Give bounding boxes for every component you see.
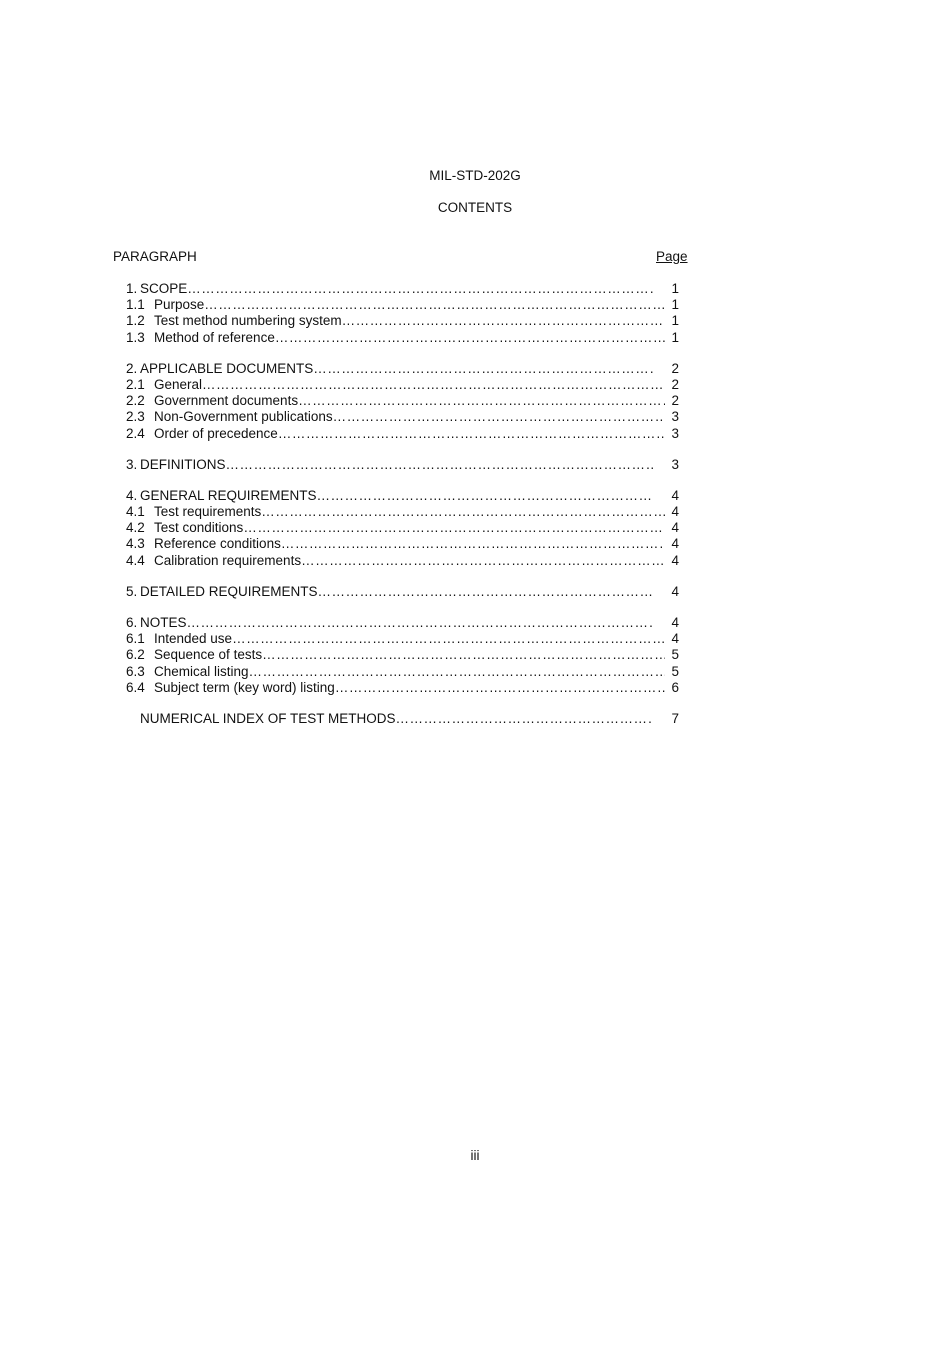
toc-entry[interactable]: [126, 631, 679, 647]
dot-leader: [298, 393, 665, 409]
toc-entry[interactable]: [126, 457, 679, 473]
toc-entry-number: 1.1: [126, 297, 145, 313]
toc-entry-title: DETAILED REQUIREMENTS: [140, 583, 318, 599]
dot-leader: [335, 680, 665, 696]
toc-entry-page: 3: [671, 425, 679, 441]
dot-leader: [281, 536, 665, 552]
toc-entry-title: Method of reference: [154, 329, 275, 345]
toc-entry-page: 1: [671, 313, 679, 329]
dot-leader: [243, 520, 665, 536]
dot-leader: [187, 281, 653, 297]
toc-section-scope: [126, 281, 679, 346]
paragraph-column-label: PARAGRAPH: [113, 249, 197, 264]
toc-section-detailed-requirements: [126, 584, 679, 600]
toc-section-applicable-documents: [126, 361, 679, 442]
toc-entry-number: 4.1: [126, 504, 145, 520]
toc-entry-page: 6: [671, 679, 679, 695]
toc-entry-title: NUMERICAL INDEX OF TEST METHODS: [140, 710, 396, 726]
contents-heading: CONTENTS: [437, 200, 513, 215]
toc-entry-title: Test conditions: [154, 520, 244, 536]
toc-entry-number: 2.2: [126, 393, 145, 409]
dot-leader: [204, 297, 665, 313]
toc-entry-title: Reference conditions: [154, 536, 281, 552]
toc-entry[interactable]: [126, 393, 679, 409]
toc-entry-number: 4.3: [126, 536, 145, 552]
toc-entry[interactable]: [126, 297, 679, 313]
dot-leader: [278, 426, 665, 442]
toc-entry-page: 5: [671, 647, 679, 663]
dot-leader: [313, 361, 653, 377]
table-of-contents: [126, 281, 679, 742]
toc-entry-number: 1.: [126, 281, 138, 296]
toc-entry-title: Sequence of tests: [154, 647, 263, 663]
toc-entry-page: 4: [671, 583, 679, 599]
toc-entry-page: 4: [671, 615, 679, 630]
toc-entry[interactable]: [126, 281, 679, 297]
toc-entry-number: 1.3: [126, 329, 145, 345]
toc-entry-number: 3.: [126, 456, 138, 472]
dot-leader: [396, 711, 653, 727]
toc-entry-title: NOTES: [140, 615, 187, 630]
toc-entry-number: 6.3: [126, 663, 145, 679]
toc-section-definitions: [126, 457, 679, 473]
toc-entry[interactable]: [126, 361, 679, 377]
toc-entry-number: 4.2: [126, 520, 145, 536]
toc-entry[interactable]: [126, 680, 679, 696]
toc-entry-number: 2.: [126, 360, 138, 376]
toc-entry[interactable]: [126, 409, 679, 425]
toc-entry[interactable]: [126, 536, 679, 552]
toc-entry[interactable]: [126, 377, 679, 393]
toc-entry[interactable]: [126, 711, 679, 727]
toc-entry-page: 1: [671, 329, 679, 345]
toc-entry[interactable]: [126, 426, 679, 442]
toc-entry[interactable]: [126, 647, 679, 663]
toc-entry-title: Intended use: [154, 631, 233, 647]
toc-entry-page: 4: [671, 536, 679, 552]
toc-entry-title: SCOPE: [140, 281, 188, 296]
toc-section-notes: [126, 615, 679, 696]
toc-entry-page: 2: [671, 393, 679, 409]
page-number: iii: [470, 1148, 480, 1163]
toc-entry[interactable]: [126, 313, 679, 329]
toc-entry[interactable]: [126, 520, 679, 536]
toc-entry-number: 2.4: [126, 425, 145, 441]
toc-entry-number: 4.4: [126, 552, 145, 568]
toc-entry-title: Chemical listing: [154, 663, 249, 679]
toc-entry-page: 4: [671, 552, 679, 568]
toc-entry[interactable]: [126, 504, 679, 520]
toc-entry[interactable]: [126, 488, 679, 504]
toc-entry-page: 3: [671, 409, 679, 425]
toc-entry-number: 5.: [126, 583, 138, 599]
toc-entry-page: 4: [671, 487, 679, 503]
toc-entry-number: 6.4: [126, 679, 145, 695]
toc-entry-page: 1: [671, 281, 679, 296]
toc-entry-page: 7: [671, 710, 679, 726]
toc-entry-page: 2: [671, 360, 679, 376]
toc-entry[interactable]: [126, 615, 679, 631]
toc-entry-number: 6.1: [126, 631, 145, 647]
toc-entry-title: GENERAL REQUIREMENTS: [140, 487, 317, 503]
document-number: MIL-STD-202G: [429, 168, 521, 183]
toc-entry[interactable]: [126, 664, 679, 680]
dot-leader: [187, 615, 653, 631]
toc-entry-page: 4: [671, 631, 679, 647]
toc-section-numerical-index: [126, 711, 679, 727]
toc-entry-title: Calibration requirements: [154, 552, 302, 568]
toc-entry-number: 6.: [126, 615, 138, 630]
toc-entry-page: 4: [671, 520, 679, 536]
dot-leader: [226, 457, 653, 473]
toc-entry[interactable]: [126, 584, 679, 600]
dot-leader: [317, 488, 653, 504]
toc-entry-number: 1.2: [126, 313, 145, 329]
toc-entry-title: Purpose: [154, 297, 205, 313]
dot-leader: [342, 313, 665, 329]
dot-leader: [261, 504, 665, 520]
toc-entry-title: Government documents: [154, 393, 299, 409]
toc-entry-title: Order of precedence: [154, 425, 278, 441]
toc-entry[interactable]: [126, 553, 679, 569]
toc-entry-page: 5: [671, 663, 679, 679]
dot-leader: [262, 647, 665, 663]
toc-entry-number: 4.: [126, 487, 138, 503]
toc-entry-page: 3: [671, 456, 679, 472]
dot-leader: [301, 553, 665, 569]
dot-leader: [249, 664, 665, 680]
toc-entry-title: DEFINITIONS: [140, 456, 226, 472]
dot-leader: [232, 631, 665, 647]
dot-leader: [275, 330, 665, 346]
toc-entry-number: 2.1: [126, 376, 145, 392]
page-column-label: Page: [656, 249, 688, 264]
dot-leader: [333, 409, 665, 425]
dot-leader: [318, 584, 653, 600]
toc-entry[interactable]: [126, 330, 679, 346]
toc-entry-title: General: [154, 376, 203, 392]
toc-entry-number: 2.3: [126, 409, 145, 425]
toc-entry-page: 1: [671, 297, 679, 313]
toc-entry-page: 2: [671, 376, 679, 392]
toc-entry-title: Test requirements: [154, 504, 262, 520]
toc-entry-title: Subject term (key word) listing: [154, 679, 335, 695]
toc-entry-page: 4: [671, 504, 679, 520]
toc-section-general-requirements: [126, 488, 679, 569]
toc-entry-number: 6.2: [126, 647, 145, 663]
toc-entry-title: Non-Government publications: [154, 409, 333, 425]
dot-leader: [202, 377, 665, 393]
toc-entry-title: Test method numbering system: [154, 313, 342, 329]
toc-entry-title: APPLICABLE DOCUMENTS: [140, 360, 314, 376]
